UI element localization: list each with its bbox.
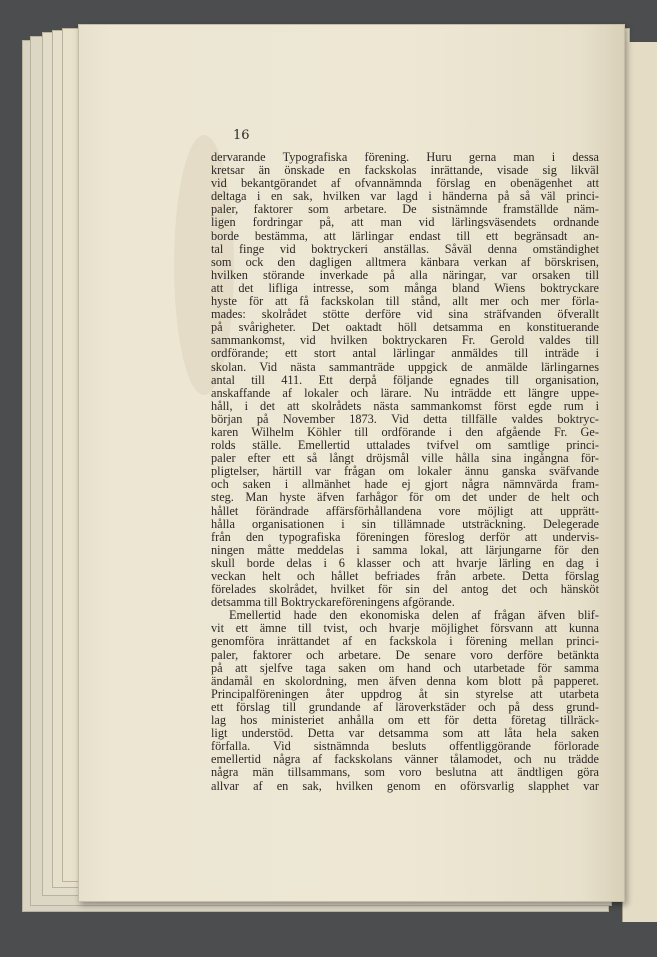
text-line: början på November 1873. Vid detta tillfälle valdes boktryc-: [211, 411, 599, 426]
text-line: lag hos ministeriet anhålla om ett för detta företag tillräck-: [211, 713, 599, 728]
text-line: ett förslag till grundande af läroverkstäder och på dess grund-: [211, 699, 599, 714]
text-line: paler, faktorer och arbetare. De senare voro derföre betänkta: [211, 647, 599, 662]
text-line: ligt understöd. Detta var detsamma som att låta hela saken: [211, 726, 599, 741]
text-line: hvilken störande inverkade på alla näringar, var orsaken till: [211, 267, 599, 282]
text-line: ligen fordringar på, att man vid lärlingsväsendets ordnande: [211, 215, 599, 230]
text-line: paler, faktorer som arbetare. De sistnämnde framställde näm-: [211, 202, 599, 217]
text-line: från den typografiska föreningen föreslog derför att undervis-: [211, 529, 599, 544]
text-line: genomföra inrättandet af en fackskola i förening mellan princi-: [211, 634, 599, 649]
text-line: förfalla. Vid sistnämnda besluts offentliggörande förlorade: [211, 739, 599, 754]
text-line: sammankomst, vid hvilken boktryckaren Fr. Gerold valdes till: [211, 333, 599, 348]
text-line: vit ett ämne till tvist, och hvarje möjlighet försvann att kunna: [211, 621, 599, 636]
text-line: rolds ställe. Emellertid uttalades tvifvel om samtlige princi-: [211, 438, 599, 453]
text-line: på att sjelfve taga saken om hand och utarbetade för samma: [211, 660, 599, 675]
text-line: dervarande Typografiska förening. Huru gerna man i dessa: [211, 150, 599, 164]
text-line: kretsar än önskade en fackskolas inrättande, visade sig likväl: [211, 163, 599, 178]
text-line: antal till 411. Ett derpå följande egnades till organisation,: [211, 372, 599, 387]
text-line: på svårigheter. Det oaktadt höll detsamma en konstituerande: [211, 320, 599, 335]
text-line: skull borde delas i 6 klasser och att hvarje lärling en dag i: [211, 555, 599, 570]
page-number: 16: [233, 128, 250, 143]
text-line: och saken i allmänhet hade ej gjort några nämnvärda fram-: [211, 477, 599, 492]
text-line: hålla organisationen i sin tillämnade utsträckning. Delegerade: [211, 516, 599, 531]
text-line: detsamma till Boktryckareföreningens afgörande.: [211, 595, 455, 610]
text-line: några män tillsammans, som voro beslutna att ändtligen göra: [211, 765, 599, 780]
text-line: ningen måtte meddelas i samma lokal, att lärjungarne för den: [211, 542, 599, 557]
text-line: Principalföreningen åter uppdrog åt sin styrelse att utarbeta: [211, 686, 599, 701]
body-text: [211, 151, 599, 793]
text-line: förelades skolrådet, hvilket för sin del antog det och hänsköt: [211, 582, 599, 597]
text-line: skolan. Vid nästa sammanträde uppgick de anmälde lärlingarnes: [211, 359, 599, 374]
text-line: paler efter ett så långt dröjsmål ville hålla sina ingångna för-: [211, 451, 599, 466]
text-line: mades: skolrådet stötte derföre vid sina sträfvanden öfverallt: [211, 307, 599, 322]
text-line: hyste för att få fackskolan till stånd, allt mer och mer förla-: [211, 294, 599, 309]
text-line: emellertid några af fackskolans vänner tålamodet, och nu trädde: [211, 752, 599, 767]
text-line: tal finge vid boktryckeri anställas. Såväl denna omständighet: [211, 241, 599, 256]
text-line: karen Wilhelm Köhler till ordförande i den afgående Fr. Ge-: [211, 424, 599, 439]
facing-page-edge: [622, 42, 657, 922]
text-line: borde bestämma, att lärlingar endast till ett begränsadt an-: [211, 228, 599, 243]
text-line: Emellertid hade den ekonomiska delen af frågan äfven blif-: [229, 608, 599, 623]
text-line: vid bekantgörandet af ofvannämnda förslag en obenägenhet att: [211, 176, 599, 191]
text-line: hållet förändrade affärsförhållandena vore möjligt att upprätt-: [211, 503, 599, 518]
text-line: veckan helt och hållet befriades från arbete. Detta förslag: [211, 569, 599, 583]
text-line: som ock den dagligen alltmera känbara verkan af börskrisen,: [211, 254, 599, 269]
text-line: pligtelser, härtill var frågan om lokaler ännu ganska sväfvande: [211, 464, 599, 479]
text-line: anskaffande af lokaler och lärare. Nu inträdde ett längre uppe-: [211, 385, 599, 400]
text-line: allvar af en sak, hvilken genom en oförsvarlig slapphet var: [211, 778, 599, 793]
text-line: ordförande; ett stort antal lärlingar anmäldes till inträde i: [211, 346, 599, 361]
text-line: ändamål en skolordning, men äfven denna kom blott på papperet.: [211, 673, 599, 688]
text-line: steg. Man hyste äfven farhågor för om det under de helt och: [211, 490, 599, 505]
text-line: att det lifliga intresse, som många bland Wiens boktryckare: [211, 280, 599, 295]
text-line: deltaga i en sak, hvilken var lagd i händerna på så väl princi-: [211, 189, 599, 204]
text-line: håll, i det att skolrådets nästa sammankomst först egde rum i: [211, 398, 599, 413]
